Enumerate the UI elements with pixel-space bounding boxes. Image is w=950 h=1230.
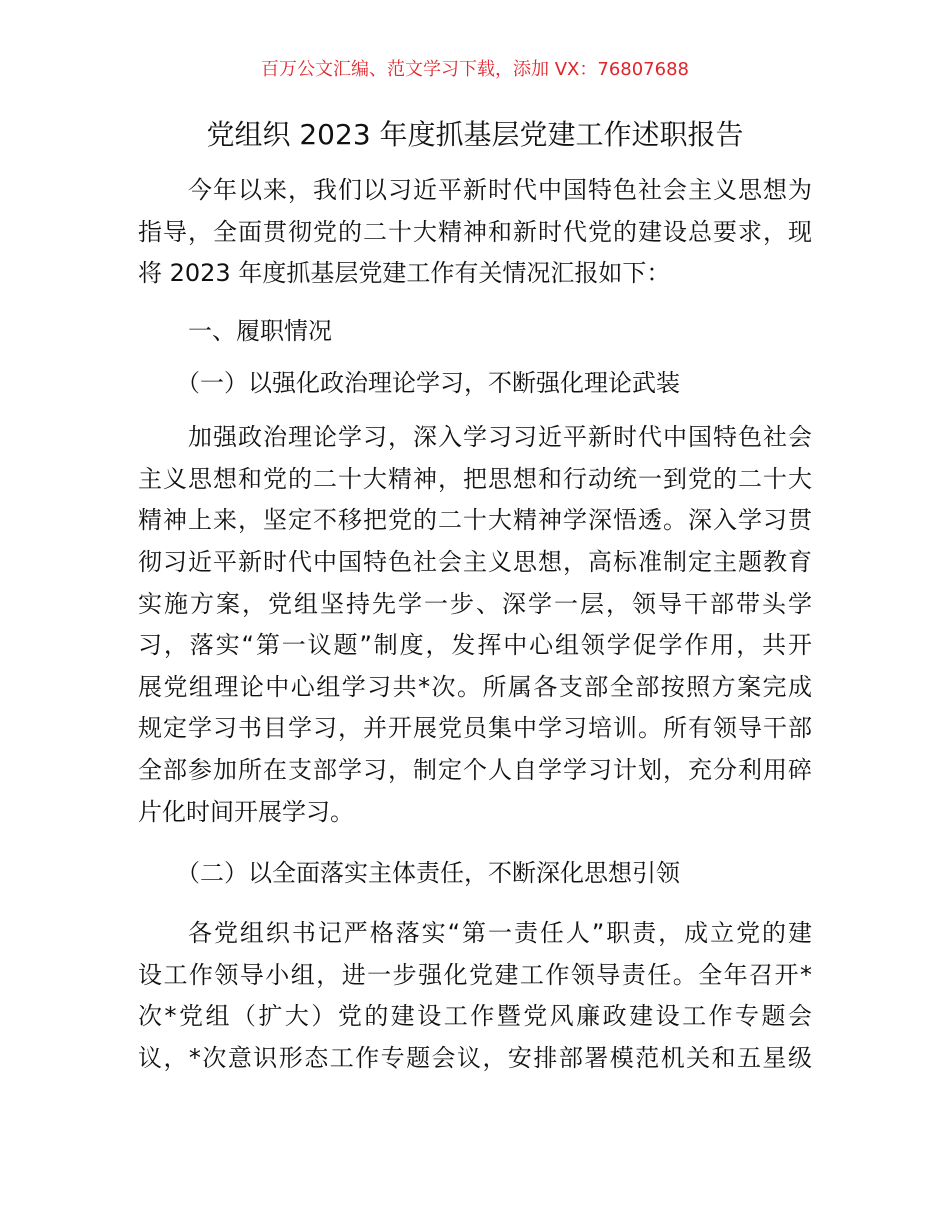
paragraph-line: 精神上来，坚定不移把党的二十大精神学深悟透。深入学习贯 [138, 506, 812, 534]
paragraph-line: 加强政治理论学习，深入学习习近平新时代中国特色社会 [188, 423, 812, 451]
paragraph-line: 议，*次意识形态工作专题会议，安排部署模范机关和五星级 [138, 1044, 812, 1072]
paragraph-line: 习，落实“第一议题”制度，发挥中心组领学促学作用，共开 [138, 631, 812, 659]
section-heading: 一、履职情况 [188, 317, 332, 345]
watermark-banner: 百万公文汇编、范文学习下载，添加 VX：76807688 [261, 59, 689, 80]
paragraph-line: 设工作领导小组，进一步强化党建工作领导责任。全年召开* [138, 961, 812, 989]
paragraph-line: 各党组织书记严格落实“第一责任人”职责，成立党的建 [188, 919, 812, 947]
paragraph-line: 片化时间开展学习。 [138, 798, 354, 826]
paragraph-line: 今年以来，我们以习近平新时代中国特色社会主义思想为 [188, 176, 812, 204]
paragraph-line: 实施方案，党组坚持先学一步、深学一层，领导干部带头学 [138, 590, 812, 618]
paragraph-line: 规定学习书目学习，并开展党员集中学习培训。所有领导干部 [138, 714, 812, 742]
subsection-heading: （一）以强化政治理论学习，不断强化理论武装 [176, 369, 680, 397]
paragraph-line: 全部参加所在支部学习，制定个人自学学习计划，充分利用碎 [138, 756, 812, 784]
paragraph-line: 展党组理论中心组学习共*次。所属各支部全部按照方案完成 [138, 673, 812, 701]
paragraph-line: 次*党组（扩大）党的建设工作暨党风廉政建设工作专题会 [138, 1002, 812, 1030]
paragraph-line: 主义思想和党的二十大精神，把思想和行动统一到党的二十大 [138, 465, 812, 493]
paragraph-line: 彻习近平新时代中国特色社会主义思想，高标准制定主题教育 [138, 548, 812, 576]
document-title: 党组织 2023 年度抓基层党建工作述职报告 [206, 118, 744, 151]
paragraph-line: 将 2023 年度抓基层党建工作有关情况汇报如下： [138, 259, 671, 287]
paragraph-line: 指导，全面贯彻党的二十大精神和新时代党的建设总要求，现 [138, 218, 812, 246]
subsection-heading: （二）以全面落实主体责任，不断深化思想引领 [176, 859, 680, 887]
